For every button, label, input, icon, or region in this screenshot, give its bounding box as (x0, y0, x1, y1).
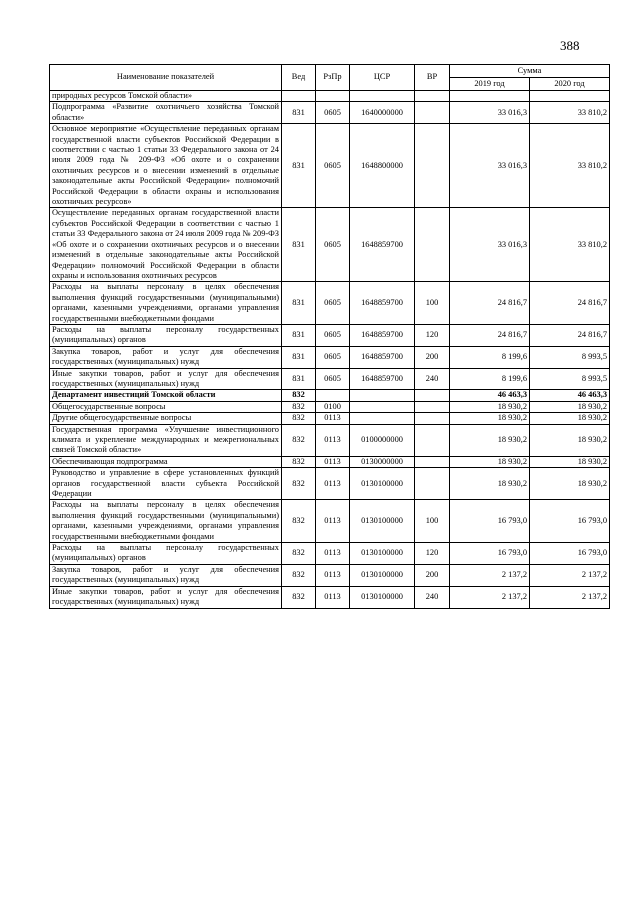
row-ved: 831 (282, 324, 316, 346)
row-csr: 0130100000 (350, 586, 415, 608)
row-sum-2020: 33 810,2 (530, 102, 610, 124)
row-sum-2020: 16 793,0 (530, 500, 610, 543)
row-rzpr: 0605 (316, 368, 350, 390)
row-name: Иные закупки товаров, работ и услуг для обеспечения государственных (муниципальных) нужд (50, 368, 282, 390)
row-ved: 832 (282, 586, 316, 608)
row-rzpr: 0605 (316, 208, 350, 282)
row-vr: 240 (415, 368, 450, 390)
row-sum-2020: 24 816,7 (530, 324, 610, 346)
row-sum-2020: 8 993,5 (530, 346, 610, 368)
row-rzpr: 0113 (316, 564, 350, 586)
header-year-2019: 2019 год (450, 78, 530, 91)
table-row (50, 124, 610, 208)
row-csr: 1648859700 (350, 368, 415, 390)
row-csr: 0130100000 (350, 564, 415, 586)
row-ved: 832 (282, 390, 316, 401)
row-name: Закупка товаров, работ и услуг для обеспечения государственных (муниципальных) нужд (50, 346, 282, 368)
row-name: природных ресурсов Томской области» (50, 91, 282, 102)
row-vr: 200 (415, 346, 450, 368)
row-vr (415, 413, 450, 424)
row-sum-2019: 18 930,2 (450, 468, 530, 500)
row-vr (415, 424, 450, 456)
row-name: Другие общегосударственные вопросы (50, 413, 282, 424)
row-name: Департамент инвестиций Томской области (50, 390, 282, 401)
row-rzpr: 0113 (316, 413, 350, 424)
row-vr: 120 (415, 543, 450, 565)
row-ved: 832 (282, 468, 316, 500)
row-vr: 100 (415, 500, 450, 543)
row-vr: 120 (415, 324, 450, 346)
row-ved: 832 (282, 413, 316, 424)
table-row (50, 564, 610, 586)
table-row (50, 91, 610, 102)
row-vr (415, 102, 450, 124)
row-sum-2020: 33 810,2 (530, 208, 610, 282)
table-row (50, 468, 610, 500)
row-sum-2020: 18 930,2 (530, 401, 610, 412)
row-sum-2019: 33 016,3 (450, 208, 530, 282)
header-year-2020: 2020 год (530, 78, 610, 91)
row-sum-2019 (450, 91, 530, 102)
row-ved: 832 (282, 456, 316, 467)
row-sum-2019: 18 930,2 (450, 456, 530, 467)
header-rzpr: РзПр (316, 65, 350, 91)
row-name: Расходы на выплаты персоналу государственных (муниципальных) органов (50, 543, 282, 565)
row-sum-2019: 8 199,6 (450, 346, 530, 368)
row-sum-2019: 8 199,6 (450, 368, 530, 390)
row-vr (415, 468, 450, 500)
row-sum-2020 (530, 91, 610, 102)
row-rzpr: 0113 (316, 424, 350, 456)
row-rzpr: 0605 (316, 346, 350, 368)
row-ved: 832 (282, 543, 316, 565)
row-vr: 100 (415, 282, 450, 325)
row-ved: 832 (282, 424, 316, 456)
row-ved: 831 (282, 102, 316, 124)
row-name: Руководство и управление в сфере установленных функций органов государственной власти субъекта Российской Федерации (50, 468, 282, 500)
row-csr: 0130100000 (350, 500, 415, 543)
row-vr (415, 401, 450, 412)
row-sum-2019: 33 016,3 (450, 102, 530, 124)
row-name: Расходы на выплаты персоналу в целях обеспечения выполнения функций государственными (муниципальными) органами, казенными учреждениями, органами управления государственными внебюджетными фондами (50, 500, 282, 543)
row-rzpr: 0605 (316, 324, 350, 346)
row-sum-2019: 18 930,2 (450, 424, 530, 456)
header-name: Наименование показателей (50, 65, 282, 91)
row-ved: 831 (282, 124, 316, 208)
row-sum-2019: 24 816,7 (450, 324, 530, 346)
table-row (50, 102, 610, 124)
row-vr (415, 208, 450, 282)
row-ved: 832 (282, 401, 316, 412)
row-csr: 0130100000 (350, 468, 415, 500)
row-sum-2020: 33 810,2 (530, 124, 610, 208)
row-ved: 831 (282, 368, 316, 390)
row-csr: 1648859700 (350, 324, 415, 346)
row-csr: 1640000000 (350, 102, 415, 124)
row-vr: 240 (415, 586, 450, 608)
row-ved: 832 (282, 500, 316, 543)
row-csr: 1648859700 (350, 208, 415, 282)
row-ved: 831 (282, 346, 316, 368)
row-sum-2020: 24 816,7 (530, 282, 610, 325)
row-csr (350, 401, 415, 412)
row-sum-2020: 18 930,2 (530, 468, 610, 500)
row-name: Государственная программа «Улучшение инвестиционного климата и укрепление международных и межрегиональных связей Томской области» (50, 424, 282, 456)
row-vr: 200 (415, 564, 450, 586)
row-ved (282, 91, 316, 102)
header-ved: Вед (282, 65, 316, 91)
row-name: Обеспечивающая подпрограмма (50, 456, 282, 467)
row-vr (415, 91, 450, 102)
table-row (50, 413, 610, 424)
table-row (50, 500, 610, 543)
row-ved: 832 (282, 564, 316, 586)
row-name: Осуществление переданных органам государственной власти субъектов Российской Федерации в соответствии с частью 1 статьи 33 Федерального закона от 24 июля 2009 года № 209-ФЗ «Об охоте и о сохранении охотничьих ресурсов и о внесении изменений в отдельные законодательные акты Российской Федерации» полномочий Российской Федерации в области охраны и использования охотничьих ресурсов (50, 208, 282, 282)
row-sum-2020: 16 793,0 (530, 543, 610, 565)
row-sum-2019: 18 930,2 (450, 413, 530, 424)
row-name: Подпрограмма «Развитие охотничьего хозяйства Томской области» (50, 102, 282, 124)
row-csr: 1648859700 (350, 346, 415, 368)
row-name: Иные закупки товаров, работ и услуг для обеспечения государственных (муниципальных) нужд (50, 586, 282, 608)
row-sum-2020: 18 930,2 (530, 413, 610, 424)
row-rzpr: 0605 (316, 102, 350, 124)
table-row (50, 368, 610, 390)
row-sum-2020: 2 137,2 (530, 564, 610, 586)
row-vr (415, 390, 450, 401)
page-number: 388 (560, 38, 580, 53)
table-body (50, 91, 610, 609)
row-sum-2019: 16 793,0 (450, 500, 530, 543)
table-row (50, 456, 610, 467)
table-row (50, 543, 610, 565)
row-name: Общегосударственные вопросы (50, 401, 282, 412)
row-sum-2020: 8 993,5 (530, 368, 610, 390)
row-sum-2019: 18 930,2 (450, 401, 530, 412)
header-vr: ВР (415, 65, 450, 91)
row-sum-2019: 33 016,3 (450, 124, 530, 208)
row-rzpr: 0605 (316, 124, 350, 208)
row-ved: 831 (282, 208, 316, 282)
table-row (50, 586, 610, 608)
row-sum-2019: 16 793,0 (450, 543, 530, 565)
row-csr (350, 413, 415, 424)
row-rzpr: 0113 (316, 500, 350, 543)
row-name: Закупка товаров, работ и услуг для обеспечения государственных (муниципальных) нужд (50, 564, 282, 586)
row-sum-2020: 18 930,2 (530, 424, 610, 456)
row-vr (415, 456, 450, 467)
row-csr: 0100000000 (350, 424, 415, 456)
row-csr: 1648859700 (350, 282, 415, 325)
row-csr: 1648800000 (350, 124, 415, 208)
row-sum-2019: 2 137,2 (450, 564, 530, 586)
table-row (50, 346, 610, 368)
row-sum-2019: 2 137,2 (450, 586, 530, 608)
row-csr (350, 390, 415, 401)
header-sum: Сумма (450, 65, 610, 78)
row-name: Основное мероприятие «Осуществление переданных органам государственной власти субъектов Российской Федерации в соответствии с частью 1 статьи 33 Федерального закона от 24 июля 2009 года № 209-ФЗ «Об охоте и о сохранении охотничьих ресурсов и о внесении изменений в отдельные законодательные акты Российской Федерации» полномочий Российской Федерации в области охраны и использования охотничьих ресурсов» (50, 124, 282, 208)
row-vr (415, 124, 450, 208)
row-rzpr: 0100 (316, 401, 350, 412)
row-name: Расходы на выплаты персоналу государственных (муниципальных) органов (50, 324, 282, 346)
row-sum-2020: 46 463,3 (530, 390, 610, 401)
table-row (50, 401, 610, 412)
table-row (50, 208, 610, 282)
row-rzpr (316, 91, 350, 102)
row-sum-2019: 46 463,3 (450, 390, 530, 401)
row-rzpr: 0113 (316, 456, 350, 467)
row-sum-2020: 18 930,2 (530, 456, 610, 467)
row-rzpr: 0113 (316, 586, 350, 608)
row-sum-2020: 2 137,2 (530, 586, 610, 608)
row-csr: 0130100000 (350, 543, 415, 565)
row-rzpr (316, 390, 350, 401)
row-csr: 0130000000 (350, 456, 415, 467)
row-name: Расходы на выплаты персоналу в целях обеспечения выполнения функций государственными (муниципальными) органами, казенными учреждениями, органами управления государственными внебюджетными фондами (50, 282, 282, 325)
row-rzpr: 0605 (316, 282, 350, 325)
row-sum-2019: 24 816,7 (450, 282, 530, 325)
row-csr (350, 91, 415, 102)
table-row (50, 390, 610, 401)
budget-table (49, 64, 610, 609)
row-rzpr: 0113 (316, 543, 350, 565)
table-row (50, 424, 610, 456)
header-csr: ЦСР (350, 65, 415, 91)
row-ved: 831 (282, 282, 316, 325)
row-rzpr: 0113 (316, 468, 350, 500)
table-row (50, 324, 610, 346)
table-row (50, 282, 610, 325)
